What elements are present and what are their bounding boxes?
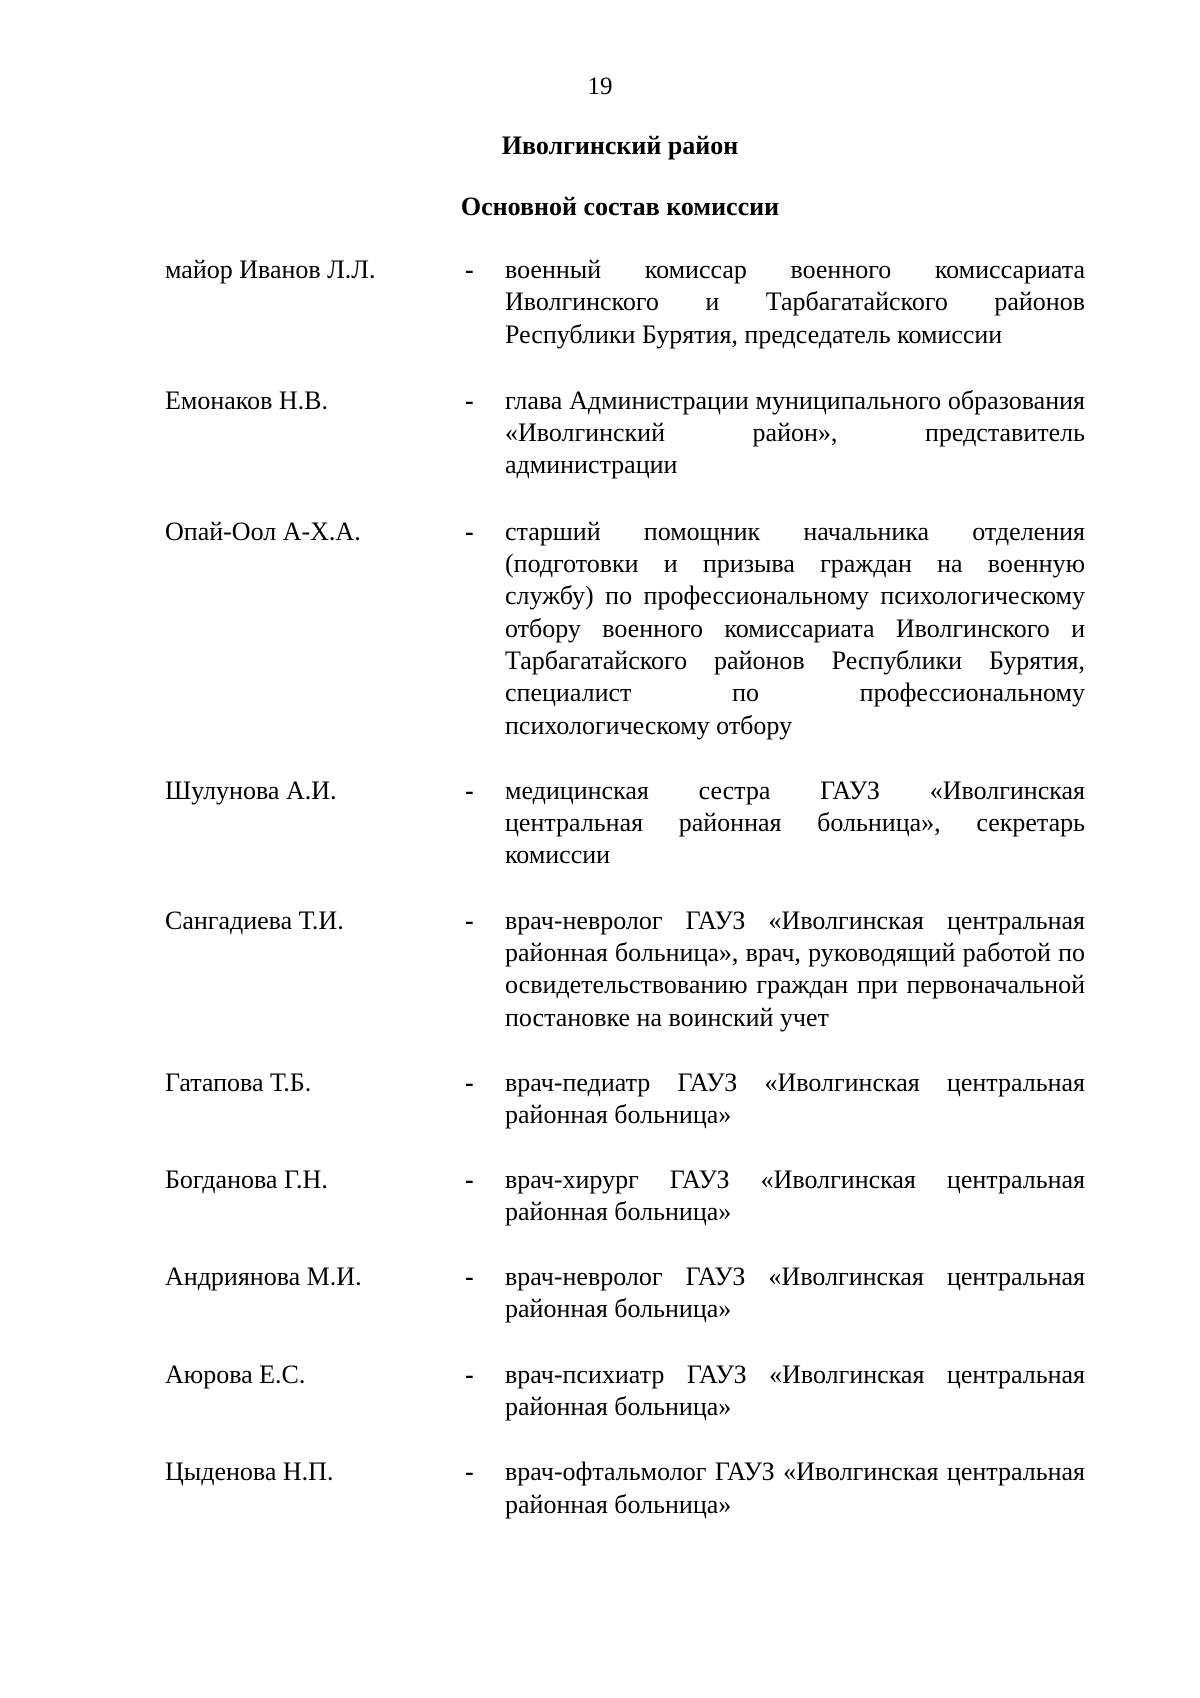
member-entry	[0, 1067, 1200, 1132]
member-entry	[0, 905, 1200, 1034]
member-dash: -	[465, 516, 474, 546]
member-entry	[0, 1359, 1200, 1424]
member-dash: -	[465, 1067, 474, 1097]
member-name: Шулунова А.И.	[165, 775, 337, 805]
member-name: Гатапова Т.Б.	[165, 1067, 312, 1097]
member-dash: -	[465, 905, 474, 935]
member-dash: -	[465, 1359, 474, 1389]
member-role: врач-педиатр ГАУЗ «Иволгинская центральная районная больница»	[505, 1067, 1085, 1130]
section-title: Основной состав комиссии	[460, 192, 780, 221]
member-entry	[0, 1261, 1200, 1326]
member-name: Андриянова М.И.	[165, 1262, 362, 1292]
member-dash: -	[465, 775, 474, 805]
member-role: военный комиссар военного комиссариата Иволгинского и Тарбагатайского районов Республики Бурятия, председатель комиссии	[505, 255, 1085, 349]
member-name: Сангадиева Т.И.	[165, 905, 344, 935]
member-entry	[0, 254, 1200, 351]
member-role: врач-психиатр ГАУЗ «Иволгинская центральная районная больница»	[505, 1359, 1085, 1422]
page-number: 19	[587, 73, 613, 100]
member-name: Цыденова Н.П.	[165, 1457, 334, 1487]
member-name: Опай-Оол А-Х.А.	[165, 516, 361, 546]
member-name: Аюрова Е.С.	[165, 1359, 306, 1389]
member-entry	[0, 1456, 1200, 1521]
member-dash: -	[465, 255, 474, 284]
member-name: Емонаков Н.В.	[165, 385, 328, 415]
member-role: медицинская сестра ГАУЗ «Иволгинская центральная районная больница», секретарь комиссии	[505, 775, 1085, 870]
member-entry	[0, 385, 1200, 482]
member-name: Богданова Г.Н.	[165, 1164, 328, 1194]
member-role: врач-невролог ГАУЗ «Иволгинская центральная районная больница», врач, руководящий работой по освидетельствованию граждан при первоначальной постановке на воинский учет	[505, 905, 1085, 1032]
member-role: глава Администрации муниципального образования «Иволгинский район», представитель администрации	[505, 385, 1085, 480]
member-entry	[0, 516, 1200, 742]
member-dash: -	[465, 1457, 474, 1487]
member-entry	[0, 1164, 1200, 1229]
member-dash: -	[465, 385, 474, 415]
member-role: старший помощник начальника отделения (подготовки и призыва граждан на военную службу) по профессиональному психологическому отбору военного комиссариата Иволгинского и Тарбагатайского районов Республики Бурятия, специалист по профессиональному психологическому отбору	[505, 516, 1085, 740]
member-entry	[0, 775, 1200, 872]
district-title: Иволгинский район	[501, 131, 739, 160]
member-dash: -	[465, 1262, 474, 1292]
member-name: майор Иванов Л.Л.	[165, 255, 376, 284]
member-role: врач-невролог ГАУЗ «Иволгинская центральная районная больница»	[505, 1262, 1085, 1324]
members-list	[0, 254, 1200, 1521]
member-role: врач-хирург ГАУЗ «Иволгинская центральная районная больница»	[505, 1164, 1085, 1226]
member-role: врач-офтальмолог ГАУЗ «Иволгинская центральная районная больница»	[505, 1457, 1085, 1519]
member-dash: -	[465, 1164, 474, 1194]
